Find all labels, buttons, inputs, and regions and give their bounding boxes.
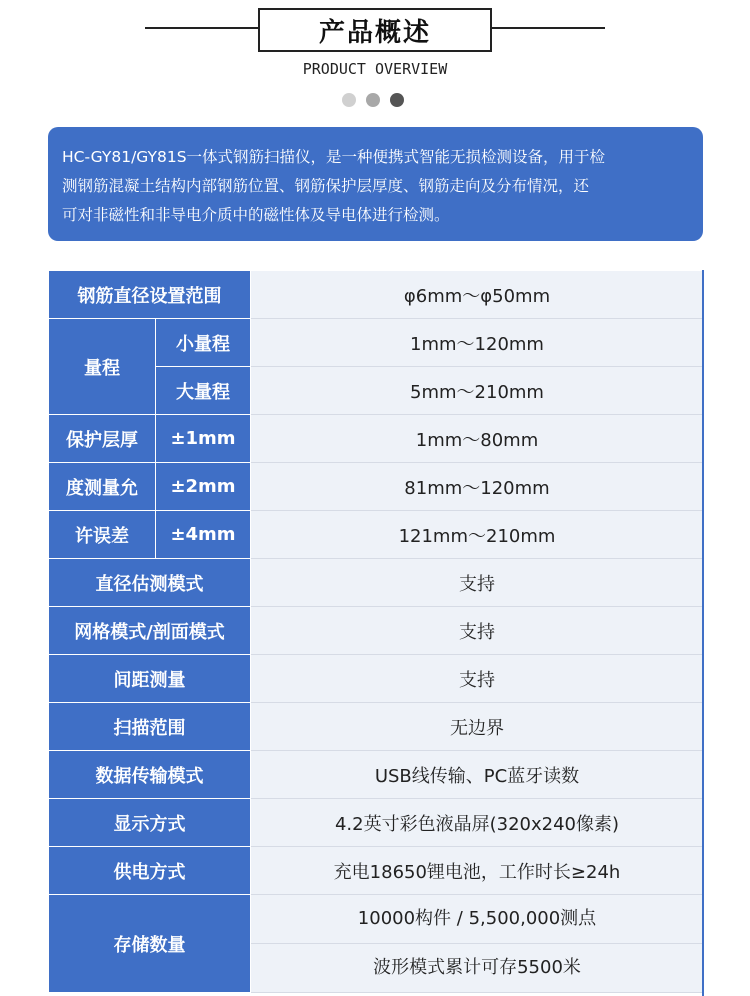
spec-value: 5mm～210mm bbox=[251, 367, 704, 415]
spec-label: 显示方式 bbox=[49, 799, 251, 847]
header-rule-left bbox=[145, 27, 260, 29]
table-row bbox=[49, 847, 704, 895]
intro-panel bbox=[48, 127, 703, 241]
spec-value: 支持 bbox=[251, 607, 704, 655]
intro-line: 可对非磁性和非导电介质中的磁性体及导电体进行检测。 bbox=[62, 206, 450, 224]
spec-table bbox=[48, 270, 704, 993]
spec-value: 1mm～80mm bbox=[251, 415, 704, 463]
spec-value: 10000构件 / 5,500,000测点 bbox=[251, 895, 704, 944]
spec-label: 存储数量 bbox=[49, 895, 251, 993]
spec-sublabel: 小量程 bbox=[156, 319, 251, 367]
spec-label: 钢筋直径设置范围 bbox=[49, 271, 251, 319]
spec-value: φ6mm～φ50mm bbox=[251, 271, 704, 319]
carousel-dots bbox=[342, 93, 404, 107]
spec-value: 81mm～120mm bbox=[251, 463, 704, 511]
spec-value: 充电18650锂电池，工作时长≥24h bbox=[251, 847, 704, 895]
table-row bbox=[49, 607, 704, 655]
table-row bbox=[49, 895, 704, 944]
spec-label: 量程 bbox=[49, 319, 156, 415]
intro-line: HC-GY81/GY81S一体式钢筋扫描仪，是一种便携式智能无损检测设备，用于检 bbox=[62, 148, 606, 166]
spec-label: 间距测量 bbox=[49, 655, 251, 703]
spec-label-part: 许误差 bbox=[49, 511, 156, 559]
section-header bbox=[0, 0, 750, 120]
spec-label: 直径估测模式 bbox=[49, 559, 251, 607]
table-row bbox=[49, 751, 704, 799]
spec-sublabel: 大量程 bbox=[156, 367, 251, 415]
spec-value: USB线传输、PC蓝牙读数 bbox=[251, 751, 704, 799]
spec-value: 支持 bbox=[251, 559, 704, 607]
spec-value: 4.2英寸彩色液晶屏(320x240像素) bbox=[251, 799, 704, 847]
spec-value: 无边界 bbox=[251, 703, 704, 751]
table-edge bbox=[702, 270, 704, 996]
spec-label: 数据传输模式 bbox=[49, 751, 251, 799]
spec-sublabel: ±4mm bbox=[156, 511, 251, 559]
table-row bbox=[49, 415, 704, 463]
table-row bbox=[49, 463, 704, 511]
spec-label: 扫描范围 bbox=[49, 703, 251, 751]
carousel-dot[interactable] bbox=[390, 93, 404, 107]
table-row bbox=[49, 799, 704, 847]
spec-label: 供电方式 bbox=[49, 847, 251, 895]
table-row bbox=[49, 703, 704, 751]
spec-label: 网格模式/剖面模式 bbox=[49, 607, 251, 655]
spec-value: 121mm～210mm bbox=[251, 511, 704, 559]
spec-label-part: 保护层厚 bbox=[49, 415, 156, 463]
section-title: 产品概述 bbox=[258, 8, 492, 52]
spec-sublabel: ±2mm bbox=[156, 463, 251, 511]
spec-value: 波形模式累计可存5500米 bbox=[251, 944, 704, 993]
table-row bbox=[49, 655, 704, 703]
carousel-dot[interactable] bbox=[366, 93, 380, 107]
table-row bbox=[49, 559, 704, 607]
spec-label-part: 度测量允 bbox=[49, 463, 156, 511]
intro-line: 测钢筋混凝土结构内部钢筋位置、钢筋保护层厚度、钢筋走向及分布情况，还 bbox=[62, 177, 590, 195]
table-row bbox=[49, 319, 704, 367]
table-row bbox=[49, 271, 704, 319]
section-subtitle: PRODUCT OVERVIEW bbox=[302, 60, 448, 78]
header-rule-right bbox=[492, 27, 605, 29]
table-row bbox=[49, 511, 704, 559]
spec-value: 支持 bbox=[251, 655, 704, 703]
spec-value: 1mm～120mm bbox=[251, 319, 704, 367]
carousel-dot[interactable] bbox=[342, 93, 356, 107]
spec-sublabel: ±1mm bbox=[156, 415, 251, 463]
